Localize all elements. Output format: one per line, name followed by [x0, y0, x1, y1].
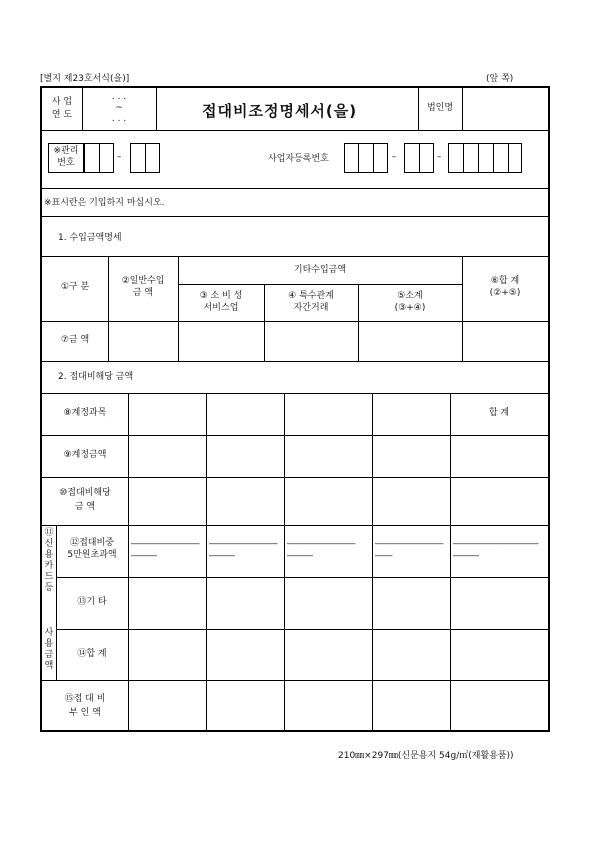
- year-label: 사 업: [51, 97, 73, 107]
- form-frame: [40, 86, 550, 732]
- row-entertainment: 금 액: [74, 502, 96, 512]
- dash-separator: –: [436, 152, 442, 162]
- line: [42, 130, 548, 131]
- card-usage-label: 사용금액: [44, 628, 54, 671]
- dash-separator: –: [391, 152, 397, 162]
- section2-title: 2. 접대비해당 금액: [58, 372, 134, 382]
- dash-separator: –: [116, 152, 122, 162]
- line: [373, 143, 374, 173]
- dash-line: ―――: [209, 551, 235, 561]
- row-sum: ⑭합 계: [77, 649, 107, 659]
- col-division: ①구 분: [60, 282, 90, 292]
- mgmt-label: 번호: [57, 158, 75, 168]
- col-general: 금 액: [132, 288, 154, 298]
- line: [42, 321, 548, 322]
- reg-number-field[interactable]: [344, 143, 388, 173]
- col-other-income: 기타수입금액: [293, 265, 347, 275]
- line: [56, 577, 548, 578]
- reg-label: 사업자등록번호: [268, 154, 329, 164]
- corp-name-field[interactable]: [463, 88, 548, 130]
- row-over-50k: 5만원초과액: [67, 550, 117, 560]
- line: [42, 525, 548, 526]
- dash-line: ――――――――: [375, 539, 443, 549]
- line: [56, 629, 548, 630]
- dash-line: ―――: [287, 551, 313, 561]
- dash-line: ――――――――: [131, 539, 199, 549]
- line: [42, 361, 548, 362]
- line: [358, 143, 359, 173]
- line: [42, 216, 548, 217]
- line: [206, 393, 207, 730]
- dash-line: ――――――――――: [453, 539, 538, 549]
- line: [284, 393, 285, 730]
- row-amount: ⑦금 액: [60, 335, 90, 345]
- row-other: ⑬기 타: [77, 597, 107, 607]
- col-total: ⑥합 계: [490, 276, 520, 286]
- col-consumer-service: ③ 소 비 성: [199, 291, 243, 301]
- line: [372, 393, 373, 730]
- dash-line: ――――――――: [209, 539, 277, 549]
- dash-line: ――: [375, 551, 392, 561]
- line: [128, 393, 129, 730]
- line: [178, 284, 462, 285]
- dash-line: ――――――――: [287, 539, 355, 549]
- col-subtotal: (③+④): [394, 303, 426, 313]
- line: [42, 435, 548, 436]
- line: [42, 477, 548, 478]
- line: [42, 256, 548, 257]
- row-disallowed: 부 인 액: [69, 708, 101, 718]
- line: [462, 256, 463, 361]
- page-title: 접대비조정명세서(을): [202, 102, 358, 120]
- line: [108, 256, 109, 361]
- card-usage-label: ⑪신용카드등: [44, 528, 54, 593]
- col-consumer-service: 서비스업: [203, 303, 239, 313]
- year-dots: . . .: [111, 92, 127, 102]
- col-sum: 합 계: [488, 408, 510, 418]
- line: [145, 143, 146, 173]
- dash-line: ―――: [131, 551, 157, 561]
- row-entertainment: ⑩접대비해당: [59, 488, 111, 498]
- row-disallowed: ⑮접 대 비: [64, 694, 106, 704]
- line: [419, 143, 420, 173]
- col-related-party: ④ 특수관계: [288, 291, 334, 301]
- form-number: [별지 제23호서식(을)]: [40, 74, 130, 84]
- paper-spec: 210㎜×297㎜(신문용지 54g/㎡(재활용품)): [338, 751, 514, 761]
- col-related-party: 자간거래: [293, 303, 329, 313]
- line: [478, 143, 479, 173]
- line: [156, 88, 157, 130]
- page-side: (앞 쪽): [486, 74, 514, 84]
- year-tilde: ~: [115, 103, 123, 113]
- row-account-amount: ⑨계정금액: [63, 450, 107, 460]
- corp-label: 법인명: [426, 103, 454, 113]
- year-label: 연 도: [51, 110, 73, 120]
- line: [42, 680, 548, 681]
- section1-title: 1. 수입금액명세: [58, 233, 122, 243]
- line: [463, 143, 464, 173]
- dash-line: ―――: [453, 551, 479, 561]
- line: [493, 143, 494, 173]
- notice-text: ※표시란은 기입하지 마십시오.: [44, 198, 165, 208]
- line: [42, 393, 548, 394]
- year-dots: . . .: [111, 114, 127, 124]
- col-general: ②일반수입: [121, 276, 165, 286]
- line: [42, 188, 548, 189]
- mgmt-label: ※관리: [53, 146, 79, 156]
- line: [450, 393, 451, 730]
- reg-number-field[interactable]: [448, 143, 522, 173]
- line: [508, 143, 509, 173]
- row-account-title: ⑧계정과목: [63, 408, 107, 418]
- col-total: (②+⑤): [489, 288, 521, 298]
- row-over-50k: ⑫접대비중: [70, 538, 114, 548]
- line: [99, 143, 100, 173]
- col-subtotal: ⑤소계: [397, 291, 423, 301]
